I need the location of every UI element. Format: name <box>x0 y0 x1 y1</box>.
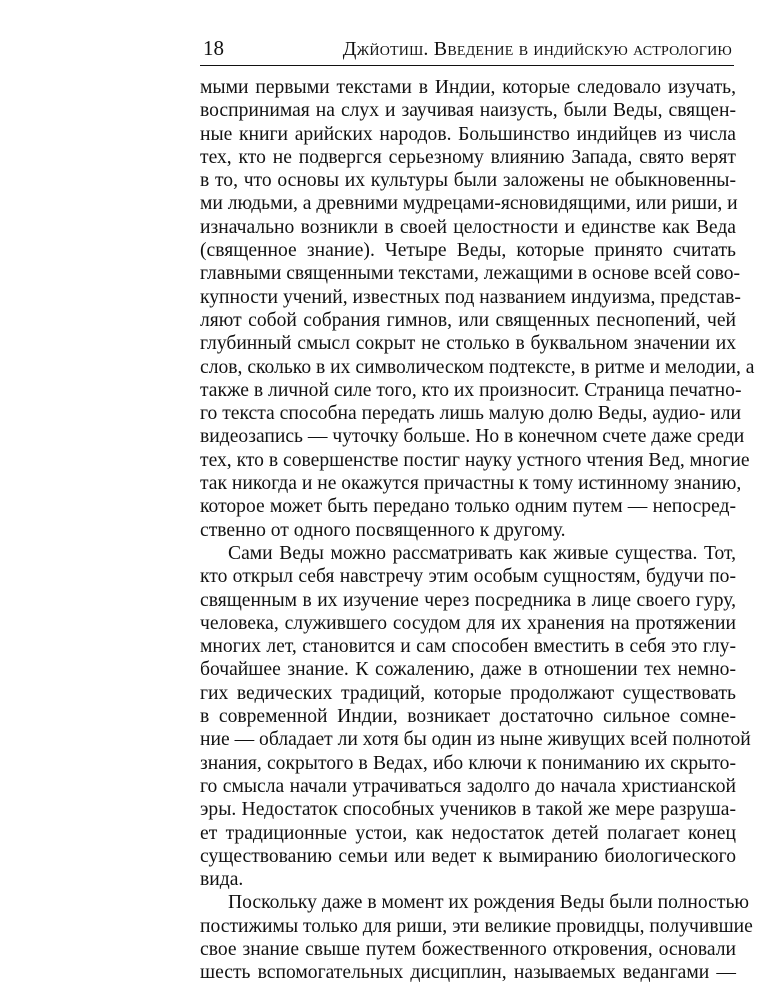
text-line: мыми первыми текстами в Индии, которые следовало изучать, <box>200 77 736 98</box>
text-line: купности учений, известных под названием индуизма, представ- <box>200 286 741 308</box>
text-line: которое может быть передано только одним путем — непосред- <box>200 496 736 518</box>
text-line: ляют собой собрания гимнов, или священных песнопений, чей <box>200 309 736 331</box>
text-line: изначально возникли в своей целостности и единстве как Веда <box>200 216 736 238</box>
text-line: глубинный смысл сокрыт не столько в буквальном значении их <box>200 333 736 355</box>
page-header <box>200 34 734 64</box>
text-line: эры. Недостаток способных учеников в такой же мере разруша- <box>200 799 736 821</box>
paragraph-3 <box>200 891 753 984</box>
text-line: бочайшее знание. К сожалению, даже в отношении тех немно- <box>200 659 736 681</box>
text-line: ми людьми, а древними мудрецами-ясновидящими, или риши, и <box>200 193 738 215</box>
text-line: гих ведических традиций, которые продолжают существовать <box>200 682 736 704</box>
text-line: (священное знание). Четыре Веды, которые принято считать <box>200 240 736 262</box>
running-title: Джйотиш. Введение в индийскую астрологию <box>342 38 732 60</box>
text-line: воспринимая на слух и заучивая наизусть, были Веды, священ- <box>200 100 736 122</box>
paragraph-2 <box>200 542 751 891</box>
text-line: ет традиционные устои, как недостаток детей полагает конец <box>200 822 736 844</box>
text-line: человека, служившего сосудом для их хранения на протяжении <box>200 612 736 634</box>
text-line: свое знание свыше путем божественного откровения, основали <box>200 938 736 960</box>
text-line: кто открыл себя навстречу этим особым сущностям, будучи по- <box>200 566 736 588</box>
text-line: в то, что основы их культуры были заложены не обыкновенны- <box>200 170 736 192</box>
text-line: Поскольку даже в момент их рождения Веды были полностью <box>228 892 750 914</box>
text-line: видеозапись — чуточку больше. Но в конечном счете даже среди <box>200 426 745 448</box>
text-line: шесть вспомогательных дисциплин, называемых ведангами — <box>200 962 736 984</box>
page-number: 18 <box>203 36 224 60</box>
text-line: го текста способна передать лишь малую долю Веды, аудио- или <box>200 403 741 425</box>
paragraph-1 <box>200 76 755 542</box>
text-line: священным в их изучение через посредника в лице своего гуру, <box>200 589 736 611</box>
text-line: постижимы только для риши, эти великие провидцы, получившие <box>200 915 753 937</box>
body-text <box>200 76 755 985</box>
text-line: главными священными текстами, лежащими в основе всей сово- <box>200 263 741 285</box>
text-line: также в личной силе того, кто их произносит. Страница печатно- <box>200 379 742 401</box>
text-line: ние — обладает ли хотя бы один из ныне живущих всей полнотой <box>200 729 751 751</box>
header-rule <box>200 65 734 66</box>
text-line: тех, кто не подвергся серьезному влиянию Запада, свято верят <box>200 146 736 168</box>
text-line: тех, кто в совершенстве постиг науку устного чтения Вед, многие <box>200 449 750 471</box>
text-line: так никогда и не окажутся причастны к тому истинному знанию, <box>200 473 742 495</box>
text-line: знания, сокрытого в Ведах, ибо ключи к пониманию их скрыто- <box>200 752 736 774</box>
text-line: го смысла начали утрачиваться задолго до начала христианской <box>200 775 736 797</box>
text-line: существованию семьи или ведет к вымиранию биологического <box>200 845 736 867</box>
text-line: в современной Индии, возникает достаточно сильное сомне- <box>200 706 736 728</box>
text-line: Сами Веды можно рассматривать как живые существа. Тот, <box>228 542 736 564</box>
text-line: слов, сколько в их символическом подтексте, в ритме и мелодии, а <box>200 356 755 378</box>
text-line: многих лет, становится и сам способен вместить в себя это глу- <box>200 636 736 658</box>
text-line: ственно от одного посвященного к другому. <box>200 519 566 541</box>
text-line: ные книги арийских народов. Большинство индийцев из числа <box>200 123 736 145</box>
text-line: вида. <box>200 869 244 891</box>
